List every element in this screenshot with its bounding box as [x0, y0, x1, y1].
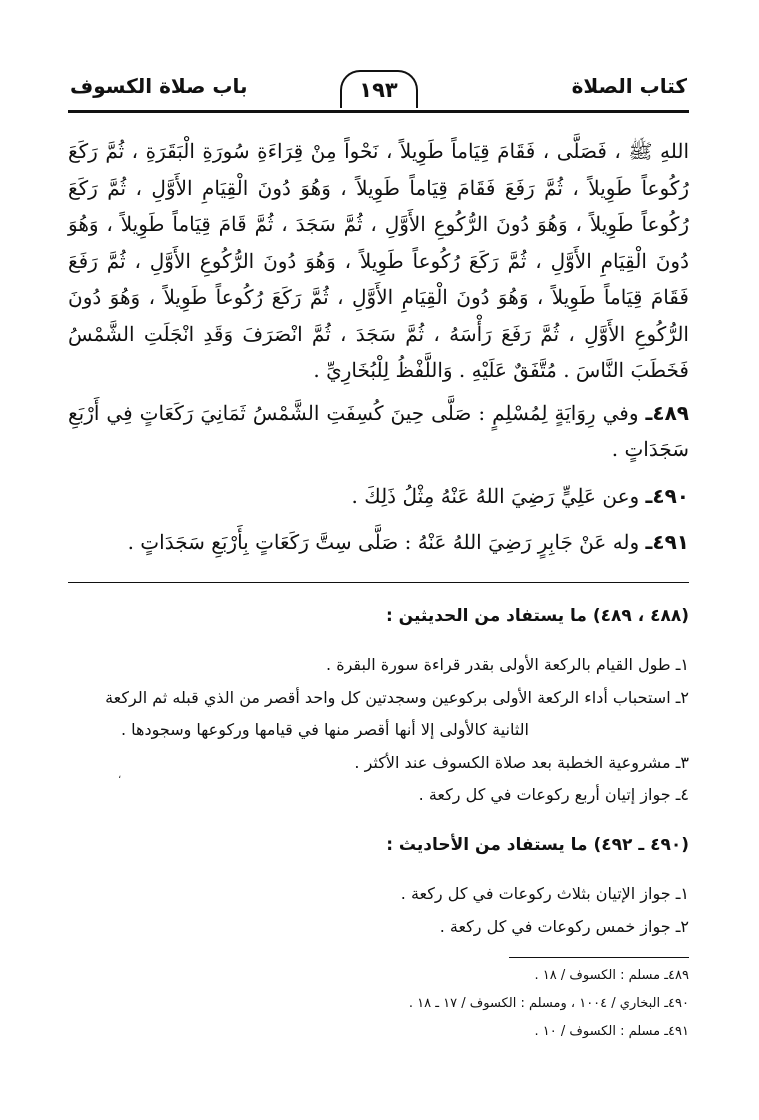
benefit-item: ٣ـ مشروعية الخطبة بعد صلاة الكسوف عند الأكثر .	[354, 752, 689, 772]
footnote: ٤٩١ـ مسلم : الكسوف / ١٠ .	[534, 1024, 689, 1039]
benefit-item: ٢ـ استحباب أداء الركعة الأولى بركوعين وسجدتين كل واحد أقصر من الذي قبله ثم الركعة	[105, 687, 689, 707]
hadith-491-text: وله عَنْ جَابِرٍ رَضِيَ اللهُ عَنْهُ : صَلَّى سِتَّ رَكَعَاتٍ بِأَرْبَعِ سَجَدَاتٍ .	[127, 529, 640, 554]
page-header	[68, 70, 689, 113]
stray-mark: ،	[118, 770, 122, 781]
hadith-489	[68, 395, 689, 468]
benefit-item: ١ـ جواز الإتيان بثلاث ركوعات في كل ركعة .	[400, 884, 689, 903]
hadith-488-continuation: اللهِ ﷺ ، فَصَلَّى ، فَقَامَ قِيَاماً طَوِيلاً ، نَحْواً مِنْ قِرَاءَةِ سُورَةِ الْبَقَرَةِ ، ثُمَّ رَكَعَ رُكُوعاً طَوِيلاً ، ثُمَّ رَفَعَ فَقَامَ قِيَاماً طَوِيلاً ، وَهُوَ دُونَ الْقِيَامِ الأَوَّلِ ، ثُمَّ رَكَعَ رُكُوعاً طَوِيلاً ، وَهُوَ دُونَ الرُّكُوعِ الأَوَّلِ ، ثُمَّ سَجَدَ ، ثُمَّ قَامَ قِيَاماً طَوِيلاً ، وَهُوَ دُونَ الْقِيَامِ الأَوَّلِ ، ثُمَّ رَكَعَ رُكُوعاً طَوِيلاً ، وَهُوَ دُونَ الرُّكُوعِ الأَوَّلِ ، ثُمَّ رَفَعَ فَقَامَ قِيَاماً طَوِيلاً ، وَهُوَ دُونَ الْقِيَامِ الأَوَّلِ ، ثُمَّ رَكَعَ رُكُوعاً طَوِيلاً ، وَهُوَ دُونَ الرُّكُوعِ الأَوَّلِ ، ثُمَّ رَفَعَ رَأْسَهُ ، ثُمَّ سَجَدَ ، ثُمَّ انْصَرَفَ وَقَدِ انْجَلَتِ الشَّمْسُ فَخَطَبَ النَّاسَ . مُتَّفَقٌ عَلَيْهِ . وَاللَّفْظُ لِلْبُخَارِيِّ .	[68, 139, 690, 382]
hadith-490	[68, 478, 689, 514]
hadith-text	[68, 133, 689, 560]
benefits-2-title: (٤٩٠ ـ ٤٩٢) ما يستفاد من الأحاديث :	[386, 834, 689, 855]
benefits-1-title: (٤٨٨ ، ٤٨٩) ما يستفاد من الحديثين :	[385, 605, 689, 626]
benefit-item: ١ـ طول القيام بالركعة الأولى بقدر قراءة سورة البقرة .	[326, 655, 689, 674]
benefit-item-continuation: الثانية كالأولى إلا أنها أقصر منها في قيامها وركوعها وسجودها .	[121, 720, 529, 739]
section-divider	[68, 582, 689, 583]
benefits-section	[68, 600, 689, 944]
benefit-item: ٢ـ جواز خمس ركوعات في كل ركعة .	[439, 916, 689, 936]
hadith-490-number: ٤٩٠ـ	[645, 483, 689, 508]
footnote: ٤٩٠ـ البخاري / ١٠٠٤ ، ومسلم : الكسوف / ١٧ ـ ١٨ .	[408, 996, 689, 1011]
hadith-490-text: وعن عَلِيٍّ رَضِيَ اللهُ عَنْهُ مِثْلُ ذَلِكَ .	[351, 483, 640, 508]
footnote: ٤٨٩ـ مسلم : الكسوف / ١٨ .	[534, 968, 689, 983]
book-title: كتاب الصلاة	[571, 74, 687, 98]
hadith-489-number: ٤٨٩ـ	[645, 400, 689, 425]
hadith-491-number: ٤٩١ـ	[645, 529, 689, 554]
hadith-491	[68, 524, 689, 560]
footnote-divider	[509, 957, 689, 958]
chapter-title: باب صلاة الكسوف	[70, 74, 248, 98]
benefit-item: ٤ـ جواز إتيان أربع ركوعات في كل ركعة .	[418, 785, 689, 804]
page-number: ١٩٣	[340, 70, 418, 108]
hadith-489-text: وفي رِوَايَةٍ لِمُسْلِمٍ : صَلَّى حِينَ كُسِفَتِ الشَّمْسُ ثَمَانِيَ رَكَعَاتٍ فِي أَرْبَعِ سَجَدَاتٍ .	[68, 400, 689, 461]
footnotes	[68, 962, 689, 1046]
